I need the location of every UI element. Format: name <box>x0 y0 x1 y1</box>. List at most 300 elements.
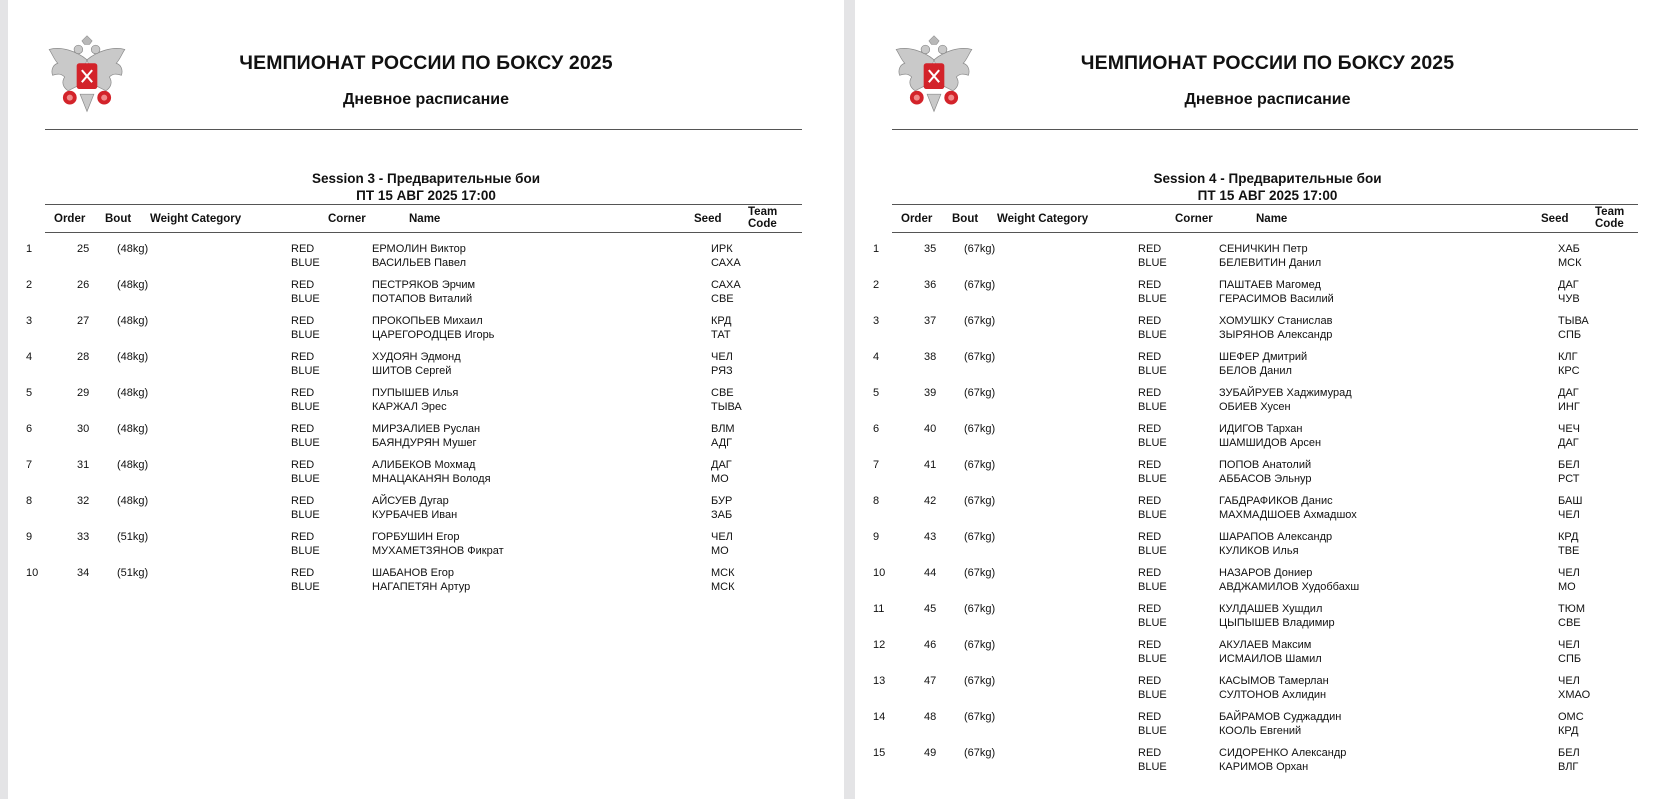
order-cell: 5 <box>26 387 33 399</box>
daily-schedule-subtitle: Дневное расписание <box>1184 91 1351 108</box>
boxer-names-red: ХОМУШКУ Станислав <box>1219 315 1333 327</box>
team-code-red: ЧЕЛ <box>711 351 733 363</box>
column-header-order: Order <box>54 213 86 225</box>
team-code-red: ДАГ <box>1558 279 1579 291</box>
boxer-names-red: НАЗАРОВ Дониер <box>1219 567 1313 579</box>
boxer-names-red: ГОРБУШИН Егор <box>372 531 460 543</box>
daily-schedule-subtitle: Дневное расписание <box>342 91 510 108</box>
team-code-red: ЧЕЛ <box>1558 675 1580 687</box>
code-label: Code <box>1595 218 1624 230</box>
corner-cell <box>1138 350 1167 378</box>
team-code-red: МСК <box>711 567 735 579</box>
boxer-names-red: СЕНИЧКИН Петр <box>1219 243 1308 255</box>
team-code-red: ЧЕЛ <box>1558 639 1580 651</box>
order-cell: 4 <box>873 351 880 363</box>
corner-blue: BLUE <box>291 581 320 593</box>
bout-row <box>8 494 844 530</box>
boxer-names-red: ШАРАПОВ Александр <box>1219 531 1333 543</box>
boxer-names-blue: СУЛТОНОВ Ахлидин <box>1219 689 1327 701</box>
corner-blue: BLUE <box>291 473 320 485</box>
boxer-names-cell <box>372 494 457 522</box>
team-code-blue: ЧУВ <box>1558 293 1580 305</box>
order-cell: 15 <box>873 747 886 759</box>
corner-blue: BLUE <box>1138 257 1167 269</box>
boxer-names-blue: АББАСОВ Эльнур <box>1219 473 1312 485</box>
team-code-blue: МО <box>1558 581 1576 593</box>
boxer-names-blue: БЕЛЕВИТИН Данил <box>1219 257 1322 269</box>
boxer-names-blue: ОБИЕВ Хусен <box>1219 401 1291 413</box>
weight-category-cell: (67kg) <box>964 747 996 759</box>
bout-number-cell: 47 <box>924 675 937 687</box>
bout-number-cell: 39 <box>924 387 937 399</box>
team-code-cell <box>1558 494 1582 522</box>
corner-blue: BLUE <box>291 293 320 305</box>
team-code-cell <box>1558 314 1589 342</box>
corner-red: RED <box>1138 567 1162 579</box>
header-divider <box>892 129 1638 130</box>
bout-row <box>855 494 1680 530</box>
table-header <box>892 204 1638 233</box>
boxer-names-red: ПОПОВ Анатолий <box>1219 459 1312 471</box>
boxer-names-blue: ИСМАИЛОВ Шамил <box>1219 653 1322 665</box>
weight-category-cell: (51kg) <box>117 567 149 579</box>
corner-cell <box>1138 278 1167 306</box>
team-code-red: ВЛМ <box>711 423 735 435</box>
team-code-blue: СПБ <box>1558 329 1582 341</box>
bout-row <box>8 566 844 602</box>
team-code-red: ЧЕЧ <box>1558 423 1580 435</box>
corner-red: RED <box>1138 459 1162 471</box>
team-code-cell <box>711 350 733 378</box>
team-code-cell <box>1558 710 1584 738</box>
bout-row <box>8 314 844 350</box>
team-code-blue: РСТ <box>1558 473 1580 485</box>
session-title: Session 4 - Предварительные бои <box>1153 171 1382 186</box>
team-code-cell <box>1558 530 1579 558</box>
team-code-red: КРД <box>1558 531 1579 543</box>
order-cell: 4 <box>26 351 33 363</box>
team-code-blue: ИНГ <box>1558 401 1580 413</box>
corner-cell <box>1138 242 1167 270</box>
boxer-names-blue: КУЛИКОВ Илья <box>1219 545 1299 557</box>
team-code-red: ТЫВА <box>1558 315 1589 327</box>
corner-red: RED <box>1138 351 1162 363</box>
bout-row <box>855 422 1680 458</box>
bout-row <box>855 746 1680 782</box>
boxer-names-cell <box>372 458 491 486</box>
team-code-cell <box>711 278 741 306</box>
team-code-red: ХАБ <box>1558 243 1580 255</box>
order-cell: 1 <box>873 243 880 255</box>
column-header-weight-category: Weight Category <box>997 213 1089 225</box>
team-code-red: ЧЕЛ <box>1558 567 1580 579</box>
corner-blue: BLUE <box>1138 329 1167 341</box>
weight-category-cell: (51kg) <box>117 531 149 543</box>
corner-blue: BLUE <box>291 257 320 269</box>
boxer-names-cell <box>372 422 480 450</box>
team-code-cell <box>1558 386 1580 414</box>
team-code-blue: ВЛГ <box>1558 761 1579 773</box>
bout-number-cell: 48 <box>924 711 937 723</box>
boxer-names-red: АЙСУЕВ Дугар <box>372 495 449 507</box>
corner-red: RED <box>1138 423 1162 435</box>
boxer-names-blue: МНАЦАКАНЯН Володя <box>372 473 491 485</box>
boxer-names-red: ЕРМОЛИН Виктор <box>372 243 466 255</box>
team-code-red: СВЕ <box>711 387 734 399</box>
team-code-cell <box>1558 278 1580 306</box>
corner-cell <box>1138 458 1167 486</box>
corner-blue: BLUE <box>1138 725 1167 737</box>
order-cell: 13 <box>873 675 886 687</box>
boxer-names-blue: ВАСИЛЬЕВ Павел <box>372 257 466 269</box>
team-code-cell <box>711 422 735 450</box>
order-cell: 6 <box>873 423 880 435</box>
team-code-red: ЧЕЛ <box>711 531 733 543</box>
team-code-blue: ТЫВА <box>711 401 742 413</box>
team-code-red: ДАГ <box>711 459 732 471</box>
corner-cell <box>291 386 320 414</box>
boxer-names-cell <box>1219 638 1322 666</box>
order-cell: 12 <box>873 639 886 651</box>
order-cell: 7 <box>26 459 33 471</box>
team-code-red: САХА <box>711 279 741 291</box>
bout-number-cell: 49 <box>924 747 937 759</box>
team-code-cell <box>711 530 733 558</box>
team-code-cell <box>1558 746 1580 774</box>
team-code-blue: ЧЕЛ <box>1558 509 1580 521</box>
code-label: Code <box>748 218 777 230</box>
bout-row <box>855 242 1680 278</box>
team-code-blue: КРС <box>1558 365 1580 377</box>
corner-red: RED <box>1138 747 1162 759</box>
corner-red: RED <box>291 351 315 363</box>
boxer-names-blue: ЗЫРЯНОВ Александр <box>1219 329 1333 341</box>
bout-number-cell: 26 <box>77 279 90 291</box>
corner-cell <box>1138 530 1167 558</box>
weight-category-cell: (67kg) <box>964 675 996 687</box>
boxer-names-cell <box>372 386 458 414</box>
boxer-names-blue: БАЯНДУРЯН Мушег <box>372 437 477 449</box>
boxer-names-blue: КООЛЬ Евгений <box>1219 725 1302 737</box>
boxer-names-cell <box>372 242 466 270</box>
boxer-names-cell <box>1219 530 1332 558</box>
weight-category-cell: (67kg) <box>964 459 996 471</box>
bout-number-cell: 31 <box>77 459 90 471</box>
boxer-names-blue: ШАМШИДОВ Арсен <box>1219 437 1322 449</box>
corner-cell <box>291 314 320 342</box>
column-header-bout: Bout <box>105 213 132 225</box>
team-code-blue: ТВЕ <box>1558 545 1580 557</box>
team-code-red: БЕЛ <box>1558 459 1580 471</box>
championship-title: ЧЕМПИОНАТ РОССИИ ПО БОКСУ 2025 <box>1080 52 1455 74</box>
column-header-bout: Bout <box>952 213 979 225</box>
bout-row <box>855 638 1680 674</box>
boxer-names-red: ПРОКОПЬЕВ Михаил <box>372 315 483 327</box>
team-label: Team <box>748 206 778 218</box>
team-label: Team <box>1595 206 1625 218</box>
corner-red: RED <box>1138 603 1162 615</box>
order-cell: 10 <box>873 567 886 579</box>
order-cell: 9 <box>26 531 33 543</box>
table-header <box>45 204 802 233</box>
team-code-cell <box>1558 566 1580 594</box>
column-header-order: Order <box>901 213 933 225</box>
boxer-names-blue: АВДЖАМИЛОВ Худоббахш <box>1219 581 1360 593</box>
weight-category-cell: (48kg) <box>117 243 149 255</box>
corner-cell <box>1138 422 1167 450</box>
corner-blue: BLUE <box>1138 293 1167 305</box>
bout-row <box>8 386 844 422</box>
team-code-cell <box>711 494 732 522</box>
weight-category-cell: (67kg) <box>964 495 996 507</box>
bout-row <box>855 350 1680 386</box>
team-code-blue: МСК <box>1558 257 1582 269</box>
header-divider <box>45 129 802 130</box>
boxer-names-cell <box>1219 458 1312 486</box>
bout-number-cell: 30 <box>77 423 90 435</box>
bout-number-cell: 44 <box>924 567 937 579</box>
team-code-red: КЛГ <box>1558 351 1578 363</box>
boxer-names-red: СИДОРЕНКО Александр <box>1219 747 1347 759</box>
corner-red: RED <box>1138 639 1162 651</box>
boxer-names-blue: МУХАМЕТЗЯНОВ Фикрат <box>372 545 504 557</box>
order-cell: 1 <box>26 243 33 255</box>
team-code-blue: ЗАБ <box>711 509 733 521</box>
order-cell: 8 <box>26 495 33 507</box>
bout-number-cell: 38 <box>924 351 937 363</box>
weight-category-cell: (67kg) <box>964 423 996 435</box>
boxer-names-blue: ГЕРАСИМОВ Василий <box>1219 293 1334 305</box>
weight-category-cell: (48kg) <box>117 387 149 399</box>
corner-red: RED <box>291 387 315 399</box>
corner-blue: BLUE <box>1138 473 1167 485</box>
team-code-blue: ХМАО <box>1558 689 1591 701</box>
corner-red: RED <box>291 567 315 579</box>
corner-cell <box>1138 566 1167 594</box>
corner-red: RED <box>1138 675 1162 687</box>
weight-category-cell: (48kg) <box>117 315 149 327</box>
bout-row <box>8 278 844 314</box>
bout-row <box>855 602 1680 638</box>
corner-red: RED <box>291 495 315 507</box>
bout-number-cell: 36 <box>924 279 937 291</box>
order-cell: 8 <box>873 495 880 507</box>
weight-category-cell: (48kg) <box>117 495 149 507</box>
team-code-blue: МО <box>711 473 729 485</box>
weight-category-cell: (67kg) <box>964 567 996 579</box>
boxer-names-red: ЗУБАЙРУЕВ Хаджимурад <box>1219 387 1352 399</box>
column-header-name: Name <box>1256 213 1288 225</box>
corner-blue: BLUE <box>291 509 320 521</box>
boxer-names-red: КУЛДАШЕВ Хушдил <box>1219 603 1323 615</box>
boxer-names-blue: КАРЖАЛ Эрес <box>372 401 447 413</box>
boxer-names-cell <box>372 278 475 306</box>
session-date: ПТ 15 АВГ 2025 17:00 <box>1197 188 1338 203</box>
corner-red: RED <box>291 459 315 471</box>
weight-category-cell: (67kg) <box>964 279 996 291</box>
corner-cell <box>1138 494 1167 522</box>
boxer-names-cell <box>1219 350 1307 378</box>
boxer-names-blue: БЕЛОВ Данил <box>1219 365 1292 377</box>
corner-cell <box>291 242 320 270</box>
corner-red: RED <box>1138 531 1162 543</box>
bout-number-cell: 43 <box>924 531 937 543</box>
corner-blue: BLUE <box>1138 365 1167 377</box>
order-cell: 3 <box>873 315 880 327</box>
boxer-names-blue: ШИТОВ Сергей <box>372 365 452 377</box>
bout-number-cell: 28 <box>77 351 90 363</box>
corner-blue: BLUE <box>1138 581 1167 593</box>
bout-number-cell: 45 <box>924 603 937 615</box>
team-code-blue: АДГ <box>711 437 733 449</box>
boxer-names-red: ШЕФЕР Дмитрий <box>1219 351 1308 363</box>
team-code-blue: КРД <box>1558 725 1579 737</box>
boxer-names-blue: МАХМАДШОЕВ Ахмадшох <box>1219 509 1357 521</box>
boxer-names-red: ПЕСТРЯКОВ Эрчим <box>372 279 476 291</box>
bout-row <box>855 674 1680 710</box>
corner-red: RED <box>1138 711 1162 723</box>
column-header-corner: Corner <box>328 213 366 225</box>
boxer-names-blue: ЦАРЕГОРОДЦЕВ Игорь <box>372 329 495 341</box>
team-code-red: ИРК <box>711 243 733 255</box>
order-cell: 2 <box>26 279 33 291</box>
corner-blue: BLUE <box>1138 761 1167 773</box>
corner-red: RED <box>1138 495 1162 507</box>
team-code-cell <box>1558 638 1581 666</box>
team-code-red: БАШ <box>1558 495 1583 507</box>
bout-row <box>8 530 844 566</box>
corner-red: RED <box>1138 387 1162 399</box>
bout-number-cell: 35 <box>924 243 937 255</box>
column-header-seed: Seed <box>694 213 722 225</box>
column-header-corner: Corner <box>1175 213 1213 225</box>
bout-row <box>8 350 844 386</box>
corner-blue: BLUE <box>1138 689 1167 701</box>
corner-cell <box>291 530 320 558</box>
boxer-names-cell <box>372 350 461 378</box>
boxer-names-red: ГАБДРАФИКОВ Данис <box>1219 495 1333 507</box>
bouts-table-body <box>855 242 1680 782</box>
weight-category-cell: (67kg) <box>964 315 996 327</box>
corner-cell <box>1138 602 1167 630</box>
order-cell: 9 <box>873 531 880 543</box>
corner-blue: BLUE <box>1138 653 1167 665</box>
boxer-names-red: ПУПЫШЕВ Илья <box>372 387 459 399</box>
column-header-weight-category: Weight Category <box>150 213 242 225</box>
bout-row <box>855 386 1680 422</box>
boxer-names-cell <box>1219 674 1329 702</box>
order-cell: 11 <box>873 603 885 615</box>
bout-row <box>855 458 1680 494</box>
team-code-blue: РЯЗ <box>711 365 733 377</box>
boxer-names-blue: ПОТАПОВ Виталий <box>372 293 473 305</box>
corner-blue: BLUE <box>291 365 320 377</box>
corner-red: RED <box>1138 279 1162 291</box>
boxer-names-cell <box>1219 278 1334 306</box>
boxer-names-blue: ЦЫПЫШЕВ Владимир <box>1219 617 1335 629</box>
corner-cell <box>1138 710 1167 738</box>
championship-title: ЧЕМПИОНАТ РОССИИ ПО БОКСУ 2025 <box>239 52 613 74</box>
bout-row <box>855 530 1680 566</box>
team-code-cell <box>711 314 731 342</box>
bout-number-cell: 27 <box>77 315 90 327</box>
bout-number-cell: 25 <box>77 243 90 255</box>
team-code-red: ДАГ <box>1558 387 1579 399</box>
corner-red: RED <box>291 315 315 327</box>
boxer-names-cell <box>1219 602 1335 630</box>
boxer-names-cell <box>1219 746 1346 774</box>
corner-cell <box>1138 746 1167 774</box>
team-code-cell <box>1558 458 1580 486</box>
team-code-blue: ДАГ <box>1558 437 1579 449</box>
column-header-name: Name <box>409 213 441 225</box>
boxer-names-cell <box>1219 386 1352 414</box>
weight-category-cell: (48kg) <box>117 351 149 363</box>
bout-row <box>855 710 1680 746</box>
boxer-names-red: КАСЫМОВ Тамерлан <box>1219 675 1329 687</box>
column-header-seed: Seed <box>1541 213 1569 225</box>
bout-number-cell: 37 <box>924 315 937 327</box>
bout-row <box>855 314 1680 350</box>
team-code-blue: СПБ <box>1558 653 1582 665</box>
order-cell: 3 <box>26 315 33 327</box>
team-code-blue: ТАТ <box>711 329 731 341</box>
corner-red: RED <box>1138 315 1162 327</box>
bout-row <box>8 458 844 494</box>
schedule-page-session-3 <box>8 0 844 799</box>
bout-number-cell: 40 <box>924 423 937 435</box>
boxer-names-blue: КАРИМОВ Орхан <box>1219 761 1309 773</box>
boxer-names-blue: КУРБАЧЕВ Иван <box>372 509 458 521</box>
weight-category-cell: (67kg) <box>964 531 996 543</box>
team-code-red: БЕЛ <box>1558 747 1580 759</box>
team-code-cell <box>711 386 742 414</box>
column-header-team-code <box>748 206 777 230</box>
team-code-cell <box>1558 422 1580 450</box>
bouts-table-body <box>8 242 844 602</box>
corner-cell <box>1138 386 1167 414</box>
weight-category-cell: (67kg) <box>964 603 996 615</box>
session-date: ПТ 15 АВГ 2025 17:00 <box>356 188 496 203</box>
corner-red: RED <box>291 243 315 255</box>
bout-row <box>855 278 1680 314</box>
team-code-cell <box>1558 350 1580 378</box>
column-header-team-code <box>1595 206 1624 230</box>
team-code-blue: СВЕ <box>1558 617 1581 629</box>
boxer-names-cell <box>1219 422 1321 450</box>
weight-category-cell: (67kg) <box>964 639 996 651</box>
bout-row <box>8 422 844 458</box>
order-cell: 7 <box>873 459 880 471</box>
corner-blue: BLUE <box>1138 545 1167 557</box>
team-code-red: ОМС <box>1558 711 1584 723</box>
boxer-names-red: ИДИГОВ Тархан <box>1219 423 1303 435</box>
corner-cell <box>291 494 320 522</box>
corner-blue: BLUE <box>1138 617 1167 629</box>
weight-category-cell: (67kg) <box>964 243 996 255</box>
corner-blue: BLUE <box>291 401 320 413</box>
order-cell: 14 <box>873 711 886 723</box>
team-code-blue: МО <box>711 545 729 557</box>
corner-red: RED <box>291 423 315 435</box>
corner-blue: BLUE <box>1138 509 1167 521</box>
bout-row <box>8 242 844 278</box>
corner-blue: BLUE <box>1138 401 1167 413</box>
team-code-cell <box>711 242 741 270</box>
corner-cell <box>1138 638 1167 666</box>
boxer-names-red: АЛИБЕКОВ Мохмад <box>372 459 476 471</box>
corner-cell <box>291 422 320 450</box>
